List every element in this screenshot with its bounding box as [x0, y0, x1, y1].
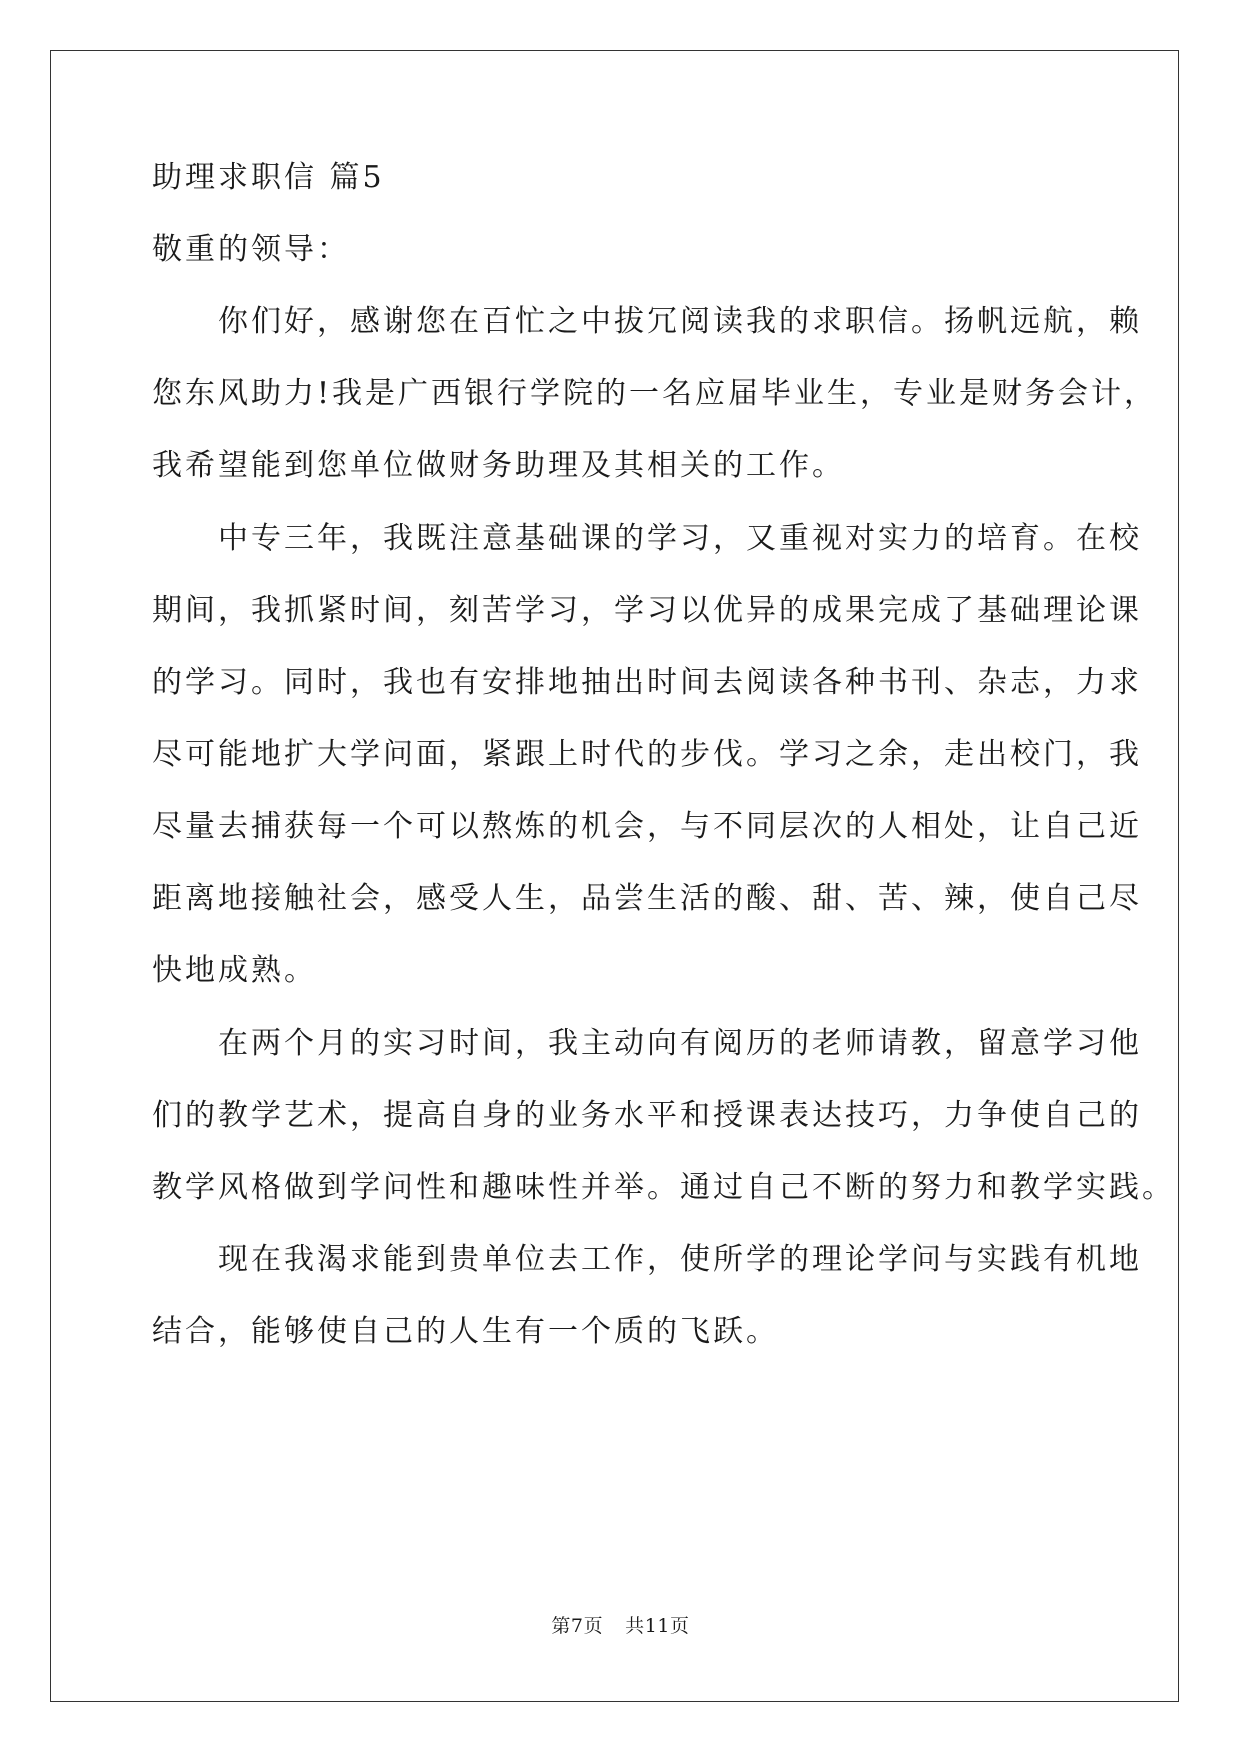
body-line: 在两个月的实习时间，我主动向有阅历的老师请教，留意学习他	[152, 1026, 1142, 1061]
body-line: 距离地接触社会，感受人生，品尝生活的酸、甜、苦、辣，使自己尽	[152, 881, 1142, 916]
body-line: 快地成熟。	[152, 953, 317, 988]
body-line: 们的教学艺术，提高自身的业务水平和授课表达技巧，力争使自己的	[152, 1098, 1142, 1133]
body-line: 现在我渴求能到贵单位去工作，使所学的理论学问与实践有机地	[152, 1242, 1142, 1277]
body-line: 期间，我抓紧时间，刻苦学习，学习以优异的成果完成了基础理论课	[152, 593, 1142, 628]
body-line: 的学习。同时，我也有安排地抽出时间去阅读各种书刊、杂志，力求	[152, 665, 1142, 700]
page-footer	[0, 1611, 1241, 1638]
document-heading: 助理求职信 篇5	[152, 160, 385, 195]
body-line: 教学风格做到学问性和趣味性并举。通过自己不断的努力和教学实践。	[152, 1170, 1175, 1205]
page-border	[50, 50, 1179, 1702]
page-total: 共11页	[625, 1615, 690, 1637]
body-line: 尽量去捕获每一个可以熬炼的机会，与不同层次的人相处，让自己近	[152, 809, 1142, 844]
body-line: 我希望能到您单位做财务助理及其相关的工作。	[152, 448, 845, 483]
body-line: 结合，能够使自己的人生有一个质的飞跃。	[152, 1314, 779, 1349]
body-line: 中专三年，我既注意基础课的学习，又重视对实力的培育。在校	[152, 521, 1142, 556]
body-line: 您东风助力!我是广西银行学院的一名应届毕业生，专业是财务会计，	[152, 376, 1158, 411]
salutation: 敬重的领导：	[152, 232, 350, 267]
body-line: 尽可能地扩大学问面，紧跟上时代的步伐。学习之余，走出校门，我	[152, 737, 1142, 772]
page-number: 第7页	[551, 1615, 604, 1637]
body-line: 你们好，感谢您在百忙之中拔冗阅读我的求职信。扬帆远航，赖	[152, 304, 1142, 339]
